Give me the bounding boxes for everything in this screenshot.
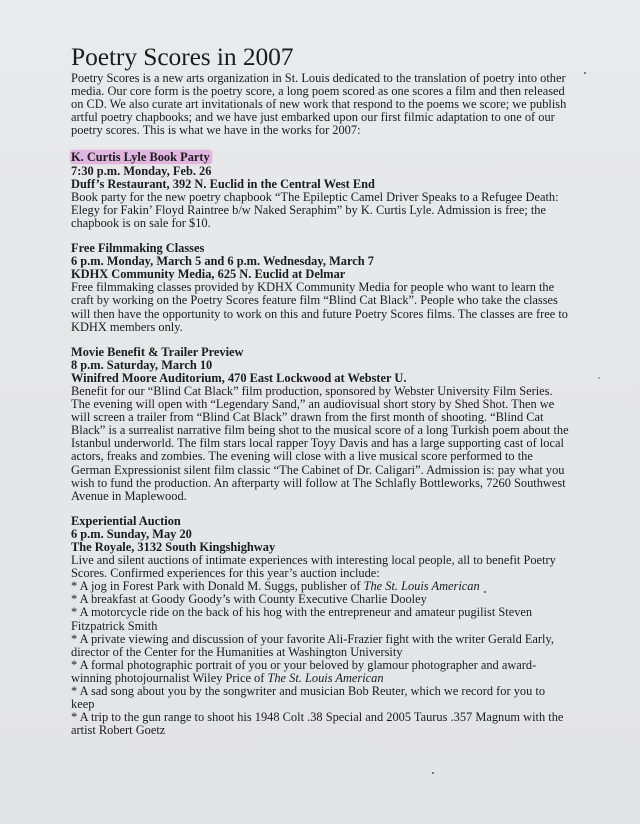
event-filmmaking-classes	[71, 242, 571, 334]
scan-speck	[584, 72, 586, 74]
event-time: 6 p.m. Sunday, May 20	[71, 526, 192, 541]
page-title: Poetry Scores in 2007	[71, 42, 294, 71]
list-item: * A sad song about you by the songwriter and musician Bob Reuter, which we record for you to keep	[71, 684, 546, 712]
event-description: Benefit for our “Blind Cat Black” film production, sponsored by Webster University Film Series. The evening will open with “Legendary Sand,” an audiovisual short story by Shed Shot. Then we will screen a trailer from “Blind Cat Black” drawn from the first month of shooting. “Blind Cat Black” is a surrealist narrative film being shot to the musical score of a long Turkish poem about the Istanbul underworld. The film stars local rapper Toyy Davis and has a large supporting cast of local actors, freaks and zombies. The evening will close with a live musical score performed to the German Expressionist silent film classic “The Cabinet of Dr. Caligari”. Admission is: pay what you wish to fund the production. An afterparty will follow at The Schlafly Bottleworks, 7260 Southwest Avenue in Maplewood.	[71, 383, 569, 503]
list-item: * A breakfast at Goody Goody’s with County Executive Charlie Dooley	[71, 592, 427, 607]
highlighted-event-title: K. Curtis Lyle Book Party	[71, 150, 210, 165]
scan-speck	[548, 405, 550, 407]
event-title: Movie Benefit & Trailer Preview	[71, 344, 244, 359]
list-item	[71, 659, 571, 685]
event-time: 6 p.m. Monday, March 5 and 6 p.m. Wednesday, March 7	[71, 254, 374, 269]
event-time: 7:30 p.m. Monday, Feb. 26	[71, 163, 212, 178]
event-movie-benefit	[71, 346, 571, 503]
event-experiential-auction	[71, 515, 571, 738]
event-description: Book party for the new poetry chapbook “The Epileptic Camel Driver Speaks to a Refugee Death: Elegy for Fakin’ Floyd Raintree b/w Naked Seraphim” by K. Curtis Lyle. Admission is free; the chapbook is on sale for $10.	[71, 189, 559, 230]
event-title	[71, 151, 571, 164]
event-book-party	[71, 151, 571, 230]
scan-speck	[484, 591, 486, 593]
event-venue: The Royale, 3132 South Kingshighway	[71, 540, 276, 554]
event-description: Live and silent auctions of intimate experiences with interesting local people, all to benefit Poetry Scores. Confirmed experiences for this year’s auction include:	[71, 553, 556, 581]
scan-speck	[432, 772, 434, 774]
event-title: Free Filmmaking Classes	[71, 241, 205, 256]
event-venue: Duff’s Restaurant, 392 N. Euclid in the Central West End	[71, 176, 375, 191]
publication-name: The St. Louis American	[267, 670, 384, 685]
event-description: Free filmmaking classes provided by KDHX Community Media for people who want to learn the craft by working on the Poetry Scores feature film “Blind Cat Black”. People who take the classes will then have the opportunity to work on this and future Poetry Scores films. The classes are free to KDHX members only.	[71, 280, 568, 334]
auction-item-text: * A formal photographic portrait of you or your beloved by glamour photographer and award-winning photojournalist Wiley Price of	[71, 657, 537, 685]
publication-name: The St. Louis American	[363, 579, 480, 594]
list-item: * A motorcycle ride on the back of his hog with the entrepreneur and amateur pugilist Steven Fitzpatrick Smith	[71, 605, 533, 633]
event-title: Experiential Auction	[71, 513, 181, 528]
intro-paragraph: Poetry Scores is a new arts organization in St. Louis dedicated to the translation of poetry into other media. Our core form is the poetry score, a long poem scored as one scores a film and then released on CD. We also curate art invitationals of new work that respond to the poems we score; we publish artful poetry chapbooks; and we have just embarked upon our first filmic adaptation to one of our poetry scores. This is what we have in the works for 2007:	[71, 71, 567, 138]
event-venue: Winifred Moore Auditorium, 470 East Lockwood at Webster U.	[71, 370, 407, 385]
document-body	[71, 42, 571, 737]
auction-item-text: * A jog in Forest Park with Donald M. Suggs, publisher of	[71, 579, 364, 594]
list-item: * A private viewing and discussion of your favorite Ali-Frazier fight with the writer Gerald Early, director of the Center for the Humanities at Washington University	[71, 631, 554, 659]
event-venue: KDHX Community Media, 625 N. Euclid at Delmar	[71, 267, 346, 282]
event-time: 8 p.m. Saturday, March 10	[71, 357, 213, 372]
scan-speck	[598, 377, 600, 379]
auction-item-list	[71, 580, 571, 737]
list-item: * A trip to the gun range to shoot his 1948 Colt .38 Special and 2005 Taurus .357 Magnum with the artist Robert Goetz	[71, 710, 564, 738]
